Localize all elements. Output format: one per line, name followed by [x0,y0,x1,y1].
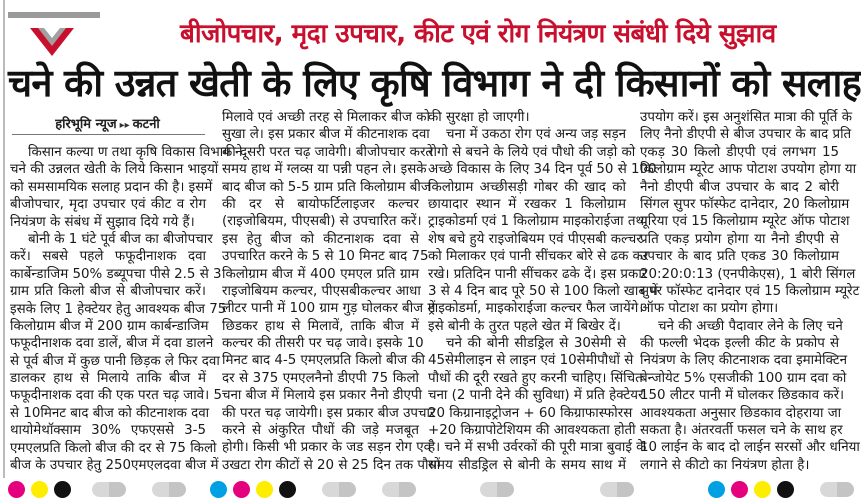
article-paragraph [222,109,441,474]
text-line: से 10मिनट बाद बीज को कीटनाशक दवा [10,405,210,421]
text-line: ट्राइकोडर्मा एवं 1 किलोग्राम माइकोराईजा तथा [428,214,648,230]
text-line: नैनो डीएपी बीज उपचार के बाद 2 बोरी [640,179,839,195]
text-line: लगाने से कीटो का नियंत्रण होता है। [640,457,810,473]
text-line: उपचार के बाद प्रति एकड 30 किलोग्राम [640,249,839,265]
text-line: चने की उन्नलत खेती के लिये किसान भाइयों [10,162,219,178]
grey-registration-oval [322,482,356,497]
text-line: पौधों की दूरी रखते हुए करनी चाहिए। सिंचित [428,370,643,386]
byline-divider [12,134,205,135]
text-line: प्रति एकड़ प्रयोग होगा या नैनो डीएपी से [640,231,839,247]
text-line: मिलावे एवं अच्छी तरह से मिलाकर बीज को [222,110,430,125]
text-line: दर से 375 एमएलनैनो डीएपी 75 किलो [222,370,419,386]
text-line: किलोग्राम म्यूरेट आफ पोटाश उपयोग होगा या [640,162,857,178]
text-line: छिडकर हाथ से मिलावें, ताकि बीज में [222,318,419,334]
byline-source: हरिभूमि न्यूज [55,117,117,132]
color-registration-dot [233,481,250,498]
article-column-1 [10,144,243,474]
text-line: कल्चर की तीसरी पर चढ़ जावे। इसके 10 [222,336,424,352]
text-line: ऑफ पोटाश का प्रयोग होगा। [640,301,779,317]
text-line: 150 लीटर पानी में घोलकर छिडकाव करें। [640,388,845,404]
grey-registration-oval [480,482,514,497]
text-line: बेन्जोयेट 5% एसजीकी 100 ग्राम दवा को [640,370,847,386]
color-registration-dot [256,481,273,498]
article-paragraph [10,144,243,231]
text-line: नियंत्रण के लिए कीटनाशक दवा इमामेक्टिन [640,353,848,369]
text-line: मिनट बाद 4-5 एमएलप्रति किलो बीज की [222,353,426,369]
text-line: बोनी के 1 घंटे पूर्व बीज का बीजोपचार [28,231,213,247]
text-line: (राइजोबियम, पीएसबी) से उपचारित करें। [222,214,422,230]
grey-registration-oval [820,482,854,497]
text-line: लिए नैनो डीएपी से बीज उपचार के बाद प्रति [640,127,852,143]
text-line: की सुरक्षा हो जाएगी। [428,110,530,125]
byline-place: कटनी [132,117,160,132]
text-line: फफूदीनाशक दवा डालें, बीज में दवा डालने [10,336,214,352]
text-line: रोगो से बचने के लिये एवं पौधो की जड़ो को [428,144,636,160]
text-line: एमएलप्रति किलो बीज की दर से 75 किलो [10,440,217,456]
text-line: फफूदीनाशक दवा की एक परत चढ़ जावे। 5 [10,388,222,404]
text-line: किलोग्राम बीज में 400 एमएल प्रति ग्राम [222,266,419,282]
color-registration-dot [708,481,725,498]
text-line: की दूसरी परत चढ़ जावेगी। बीजोपचार करते [222,144,434,160]
article-column-2 [222,109,441,474]
text-line: को समसामयिक सलाह प्रदान की है। इसमें [10,179,213,195]
text-line: रखे। प्रतिदिन पानी सींचकर ढके दें। इस प्रकार [428,266,648,282]
color-registration-dot [31,481,48,498]
text-line: एकड़ 30 किलो डीएपी एवं लगभग 15 [640,144,839,160]
text-line: 3 से 4 दिन बाद पूरे 50 से 100 किलो खाद में [428,283,658,299]
text-line: उपयोग करें। इस अनुशंसित मात्रा की पूर्ति के [640,110,852,125]
byline [10,114,205,132]
article-paragraph [428,126,658,335]
color-registration-dot [777,481,794,498]
color-registration-dot [210,481,227,498]
text-line: सुखा ले। इस प्रकार बीज में कीटनाशक दवा [222,127,430,143]
text-line: उखटा रोग कीटों से 20 से 25 दिन तक पौधों [222,457,441,473]
text-line: से पूर्व बीज में कुछ पानी छिड़क ले फिर दवा [10,353,220,369]
text-line: छायादार स्थान में रखकर 1 किलोग्राम [428,196,626,212]
text-line: चने की बोनी सीडड्रिल से 30सेमी से [446,336,626,352]
text-line: +20 किग्रापोटेशियम की आवश्यकता होती [428,423,636,439]
text-line: को मिलाकर एवं पानी सींचकर बोरे से ढक कर [428,249,649,265]
text-line: चना में उकठा रोग एवं अन्य जड़ सड़न [446,127,627,143]
grey-registration-oval [92,482,126,497]
text-line: नियंत्रण के संबंध में सुझाव दिये गये हैं। [10,214,195,230]
color-registration-dot [279,481,296,498]
article-paragraph [428,335,647,474]
byline-arrow-icon: ▸▸ [119,120,130,131]
text-line: किलोग्राम अच्छीसड़ी गोबर की खाद को [428,179,626,195]
text-line: चना बीज में मिलाये इस प्रकार नैनो डीएपी [222,388,422,404]
text-line: लीटर पानी में 100 ग्राम गुड़ घोलकर बीज में [222,301,436,317]
text-line: 45सेमीलाइन से लाइन एवं 10सेमीपौधों से [428,353,634,369]
text-line: सकता है। अंतरवर्ती फसल चने के साथ हर [640,423,843,439]
sub-headline: बीजोपचार, मृदा उपचार, कीट एवं रोग नियंत्रण संबंधी दिये सुझाव [180,19,776,49]
text-line: की फल्ली भेदक इल्ली कीट के प्रकोप से [640,336,839,352]
text-line: चना (2 पानी देने की सुविधा) में प्रति हेक्टेयर [428,388,644,404]
text-line: करने से अंकुरित पौधों की जड़े मजबूत [222,423,419,439]
grey-registration-oval [600,482,634,497]
text-line: समय हाथ में ग्लव्स या पन्नी पहन ले। इसके [222,162,427,178]
text-line: थायोमेथॉक्साम 30% एफएससे 3-5 [10,423,206,439]
color-registration-dot [8,481,25,498]
article-paragraph [640,318,860,475]
print-registration-marks [0,478,851,501]
newspaper-chevron-logo-icon [8,6,103,54]
text-line: चने की अच्छी पैदावार लेने के लिए चने [658,318,843,334]
color-registration-dot [54,481,71,498]
text-line: बीज के उपचार हेतु 250एमएलदवा बीज में [10,458,219,474]
text-line: किलोग्राम बीज में 200 ग्राम कार्बन्डाजिम [10,318,209,334]
text-line: की दर से बायोफर्टिलाइजर कल्चर [222,196,419,212]
grey-registration-oval [152,482,186,497]
text-line: डालकर हाथ से मिलाये ताकि बीज में [10,371,206,387]
text-line: इस हेतु बीज को कीटनाशक दवा से [222,231,419,247]
text-line: ग्राम प्रति किलो बीज से बीजोपचार करें। [10,284,206,300]
article-paragraph [428,109,626,126]
text-line: ट्राइकोडर्मा, माइकोराईजा कल्चर फैल जायेंगे। [428,301,644,317]
text-line: है। चने में सभी उर्वरकों की पूरी मात्रा बुवाई के [428,440,647,456]
grey-registration-oval [382,482,416,497]
text-line: बीजोपचार, मृदा उपचार एवं कीट व रोग [10,197,206,213]
text-line: होगी। किसी भी प्रकार के जड सड़न रोग एवं [222,440,432,456]
article-column-4 [640,109,860,474]
article-paragraph [640,109,860,318]
text-line: की परत चढ़ जायेगी। इस प्रकार बीज उपचार [222,405,436,421]
text-line: करें। सबसे पहले फफूदीनाशक दवा [10,249,206,265]
text-line: किसान कल्या ण तथा कृषि विकास विभाग ने [28,145,243,160]
text-line: इसे बोनी के तुरत पहले खेत में बिखेर दें। [428,318,621,334]
article-column-3 [428,109,658,474]
text-line: 10 लाईन के बाद दो लाईन सरसों और धनिया [640,440,860,456]
text-line: इसके लिए 1 हेक्टेयर हेतु आवश्यक बीज 75 [10,301,227,317]
text-line: उपचारित करने के 5 से 10 मिनट बाद 75 [222,249,429,265]
text-line: 20:20:0:13 (एनपीकेएस), 1 बोरी सिंगल [640,266,856,282]
text-line: समय सीडड्रिल से बोनी के समय साथ में [428,457,626,473]
text-line: राइजोबियम कल्चर, पीएसबीकल्चर आधा [222,283,421,299]
text-line: आवश्यकता अनुसार छिडकाव दोहराया जा [640,405,842,421]
color-registration-dot [754,481,771,498]
text-line: अच्छे विकास के लिए 34 दिन पूर्व 50 से 100 [428,162,657,178]
text-line: सिंगल सुपर फॉस्फेट दानेदार, 20 किलोग्राम [640,196,850,212]
text-line: शेष बचे हुये राइजोबियम एवं पीएसबी कल्चर [428,231,642,247]
article-paragraph [10,231,227,474]
page-edge-rule [3,0,5,478]
color-registration-dot [731,481,748,498]
text-line: सुपर फॉस्फेट दानेदार एवं 15 किलोग्राम म्यूरेट [640,283,860,299]
text-line: बाद बीज को 5-5 ग्राम प्रति किलोग्राम बीज [222,179,431,195]
text-line: कार्बेन्डाजिम 50% डब्यूपचा पीसे 2.5 से 3 [10,266,222,282]
headline: चने की उन्नत खेती के लिए कृषि विभाग ने दी किसानों को सलाह [8,61,861,105]
text-line: 20 किग्रानाइट्रोजन + 60 किग्राफास्फोरस [428,405,633,421]
text-line: यूरिया एवं 15 किलोग्राम म्यूरेट ऑफ पोटाश [640,214,850,230]
